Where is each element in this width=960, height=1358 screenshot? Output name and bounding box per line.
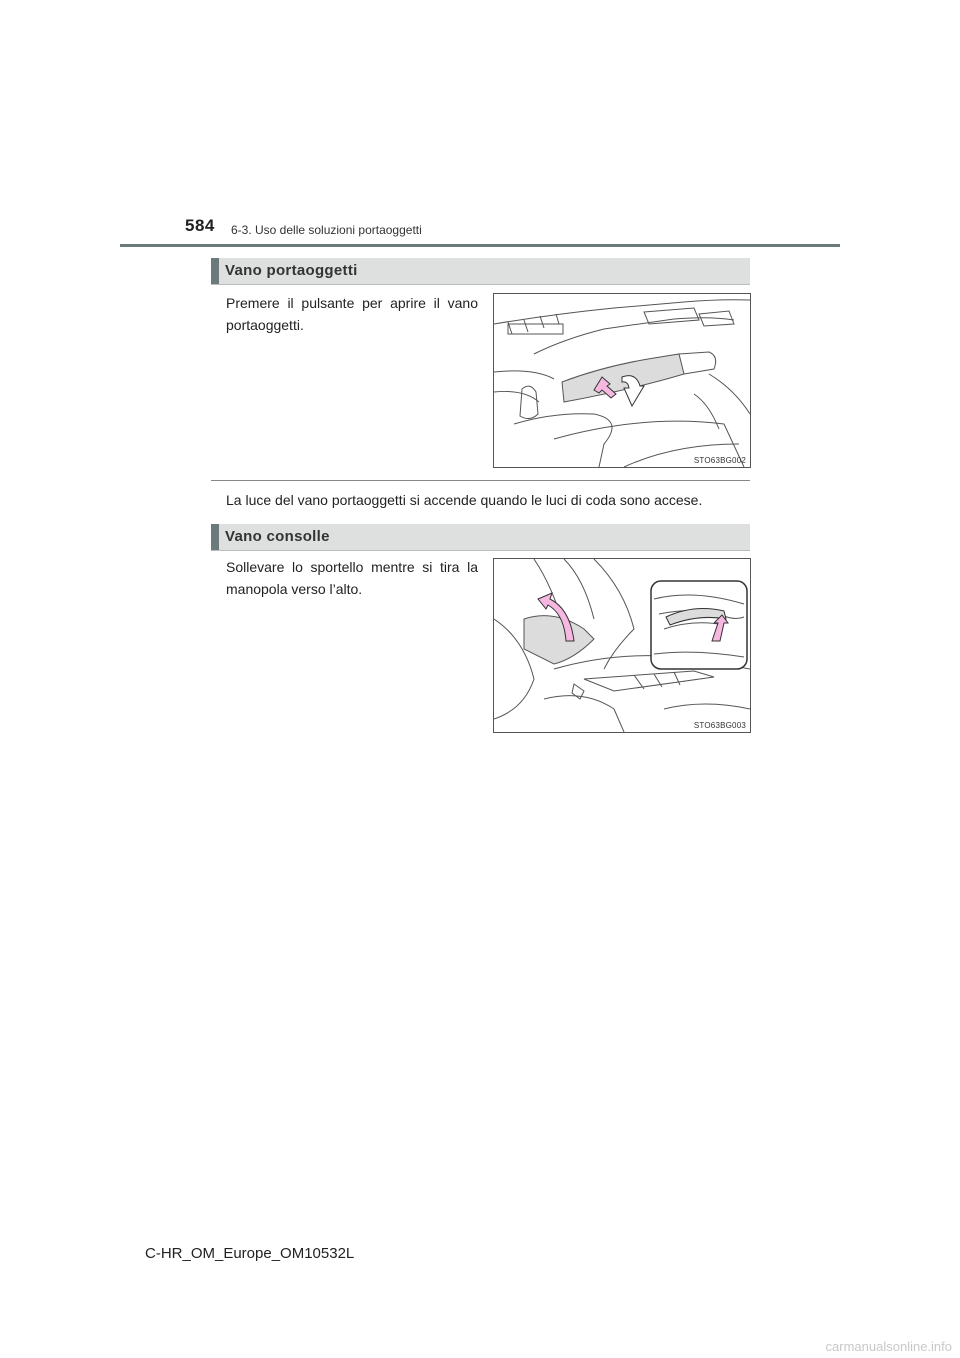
section-title: Vano consolle xyxy=(225,528,330,545)
console-illustration xyxy=(493,558,751,733)
header-rule xyxy=(120,244,840,247)
section-reference: 6-3. Uso delle soluzioni portaoggetti xyxy=(231,223,422,237)
glovebox-light-note: La luce del vano portaoggetti si accende quando le luci di coda sono accese. xyxy=(226,492,703,508)
glovebox-illustration xyxy=(493,293,751,468)
heading-accent-bar xyxy=(211,258,219,284)
figure-code: STO63BG003 xyxy=(693,721,746,730)
document-code: C-HR_OM_Europe_OM10532L xyxy=(145,1245,355,1262)
section-heading-console xyxy=(211,524,750,551)
figure-code: STO63BG002 xyxy=(693,456,746,465)
glovebox-drawing xyxy=(494,294,750,467)
heading-accent-bar xyxy=(211,524,219,550)
page-number: 584 xyxy=(185,216,215,235)
section-title: Vano portaoggetti xyxy=(225,262,358,279)
glovebox-instruction: Premere il pulsante per aprire il vano portaoggetti. xyxy=(226,295,478,333)
watermark: carmanualsonline.info xyxy=(825,1339,952,1354)
section-divider xyxy=(211,480,750,481)
section-heading-glovebox xyxy=(211,258,750,285)
console-drawing xyxy=(494,559,750,732)
console-instruction: Sollevare lo sportello mentre si tira la manopola verso l’alto. xyxy=(226,559,478,597)
